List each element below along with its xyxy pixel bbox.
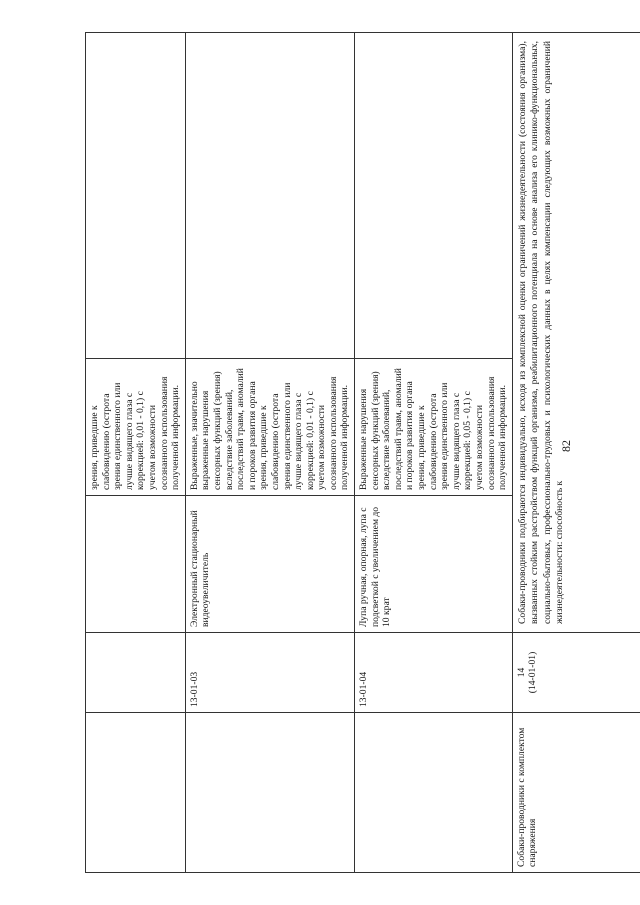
indications-cell: Выраженные нарушения сенсорных функций (зрения) вследствие заболеваний, последствий травм, аномалий и пороков развития органа зрения, приведшие к слабовидению (острота зрения единственного или лучше видящего глаза с коррекцией: 0,05 - 0,1) с учетом возможности осознанного использования полученной информации. (355, 358, 513, 495)
code-cell: 13-01-04 (355, 632, 513, 712)
item-name-cell (86, 495, 186, 632)
item-name-cell: Электронный стационарный видеоувеличитель (185, 495, 354, 632)
table-row (355, 32, 513, 872)
table-row (185, 32, 354, 872)
code-main: 14 (515, 667, 527, 677)
extra-cell (86, 32, 186, 358)
indications-cell: Выраженные, значительно выраженные нарушения сенсорных функций (зрения) вследствие заболеваний, последствий травм, аномалий и пороков развития органа зрения, приведшие к слабовидению (острота зрения единственного или лучше видящего глаза с коррекцией: 0,01 - 0,1) с учетом возможности осознанного использования полученной информации. (185, 358, 354, 495)
extra-cell (185, 32, 354, 358)
description-cell: Собаки-проводники подбираются индивидуально, исходя из комплексной оценки ограничений жизнедеятельности (состояния организма), вызванных стойким расстройством функций организма, реабилитационного потенциала на основе анализа его клинико-функциональных, социально-бытовых, профессионально-трудовых и психологических данных в целях компенсации следующих возможных ограничений жизнедеятельности: способность к (512, 32, 640, 632)
category-cell (185, 712, 354, 872)
code-cell (512, 632, 640, 712)
table-row (512, 32, 640, 872)
category-cell (355, 712, 513, 872)
category-cell: Собаки-проводники с комплектом снаряжения (512, 712, 640, 872)
code-sub: (14-01-01) (527, 651, 539, 693)
code-cell: 13-01-03 (185, 632, 354, 712)
page-number: 82 (559, 440, 573, 452)
rotated-table-frame (85, 33, 565, 873)
item-name-cell: Лупа ручная, опорная, лупа с подсветкой с увеличением до 10 крат (355, 495, 513, 632)
indications-cell: зрения, приведшие к слабовидению (острота зрения единственного или лучше видящего глаза с коррекцией: 0,01 - 0,1) с учетом возможности осознанного использования полученной информации. (86, 358, 186, 495)
extra-cell (355, 32, 513, 358)
code-cell (86, 632, 186, 712)
rehabilitation-means-table (85, 32, 640, 873)
category-cell (86, 712, 186, 872)
table-row (86, 32, 186, 872)
